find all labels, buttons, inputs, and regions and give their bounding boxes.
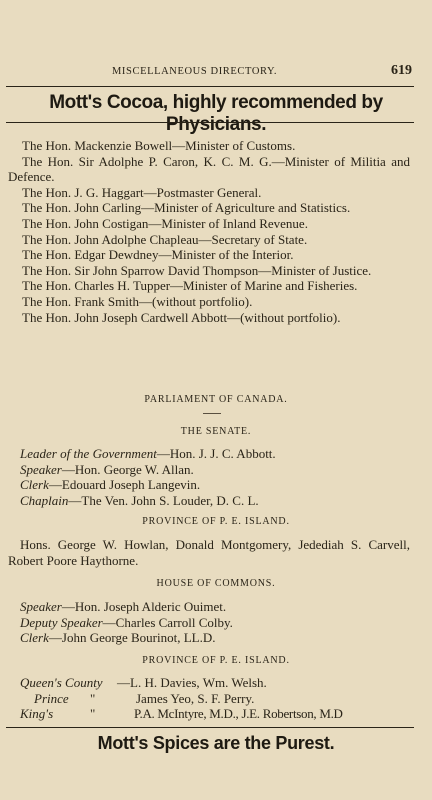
minister-entry: The Hon. Mackenzie Bowell—Minister of Customs.: [22, 138, 296, 153]
minister-entry: The Hon. John Costigan—Minister of Inland Revenue.: [22, 215, 308, 231]
minister-entry: The Hon. John Joseph Cardwell Abbott—(without portfolio).: [22, 309, 341, 325]
ministers-list: [8, 138, 410, 325]
running-header: [0, 62, 432, 84]
minister-entry: The Hon. Frank Smith—(without portfolio).: [22, 293, 253, 309]
commons-row: Clerk—John George Bourinot, LL.D.: [20, 630, 216, 646]
minister-entry: The Hon. J. G. Haggart—Postmaster General.: [22, 184, 262, 200]
running-title: MISCELLANEOUS DIRECTORY.: [112, 66, 278, 77]
pei-members: [20, 675, 420, 722]
senate-row: Speaker—Hon. George W. Allan.: [20, 461, 194, 477]
commons-heading: HOUSE OF COMMONS.: [156, 578, 276, 589]
senate-row: Chaplain—The Ven. John S. Louder, D. C. L.: [20, 492, 259, 508]
senate-heading: THE SENATE.: [180, 426, 252, 437]
county-row: King's " P.A. McIntyre, M.D., J.E. Robertson, M.D: [20, 706, 343, 722]
senate-officers: [20, 446, 276, 508]
county-row: Prince " James Yeo, S. F. Perry.: [34, 690, 255, 706]
minister-entry: The Hon. Sir Adolphe P. Caron, K. C. M. G.—Minister of Militia and Defence.: [8, 153, 410, 185]
commons-row: Deputy Speaker—Charles Carroll Colby.: [20, 614, 233, 630]
minister-entry: The Hon. John Carling—Minister of Agriculture and Statistics.: [22, 200, 351, 216]
section-divider: [203, 413, 221, 414]
pei-senators: Hons. George W. Howlan, Donald Montgomery, Jedediah S. Carvell, Robert Poore Haythorne.: [8, 537, 410, 568]
senate-row: Leader of the Government—Hon. J. J. C. Abbott.: [20, 446, 276, 461]
county-row: Queen's County — L. H. Davies, Wm. Welsh.: [20, 675, 267, 690]
commons-officers: [20, 599, 233, 646]
parliament-heading: PARLIAMENT OF CANADA.: [144, 394, 288, 405]
advertisement-top: Mott's Cocoa, highly recommended by Physicians.: [49, 92, 383, 135]
page-number: 619: [391, 63, 412, 78]
minister-entry: The Hon. Edgar Dewdney—Minister of the Interior.: [22, 247, 294, 263]
pei-senate-heading: PROVINCE OF P. E. ISLAND.: [142, 516, 290, 527]
ad-bottom-rule: [6, 727, 414, 728]
minister-entry: The Hon. John Adolphe Chapleau—Secretary of State.: [22, 231, 308, 247]
ad-top-rule: [6, 122, 414, 123]
header-rule: [6, 86, 414, 87]
pei-commons-heading: PROVINCE OF P. E. ISLAND.: [142, 655, 290, 666]
commons-row: Speaker—Hon. Joseph Alderic Ouimet.: [20, 599, 227, 614]
minister-entry: The Hon. Charles H. Tupper—Minister of Marine and Fisheries.: [22, 278, 358, 294]
senate-row: Clerk—Edouard Joseph Langevin.: [20, 477, 201, 493]
advertisement-bottom: Mott's Spices are the Purest.: [97, 733, 335, 753]
minister-entry: The Hon. Sir John Sparrow David Thompson—Minister of Justice.: [22, 262, 372, 278]
